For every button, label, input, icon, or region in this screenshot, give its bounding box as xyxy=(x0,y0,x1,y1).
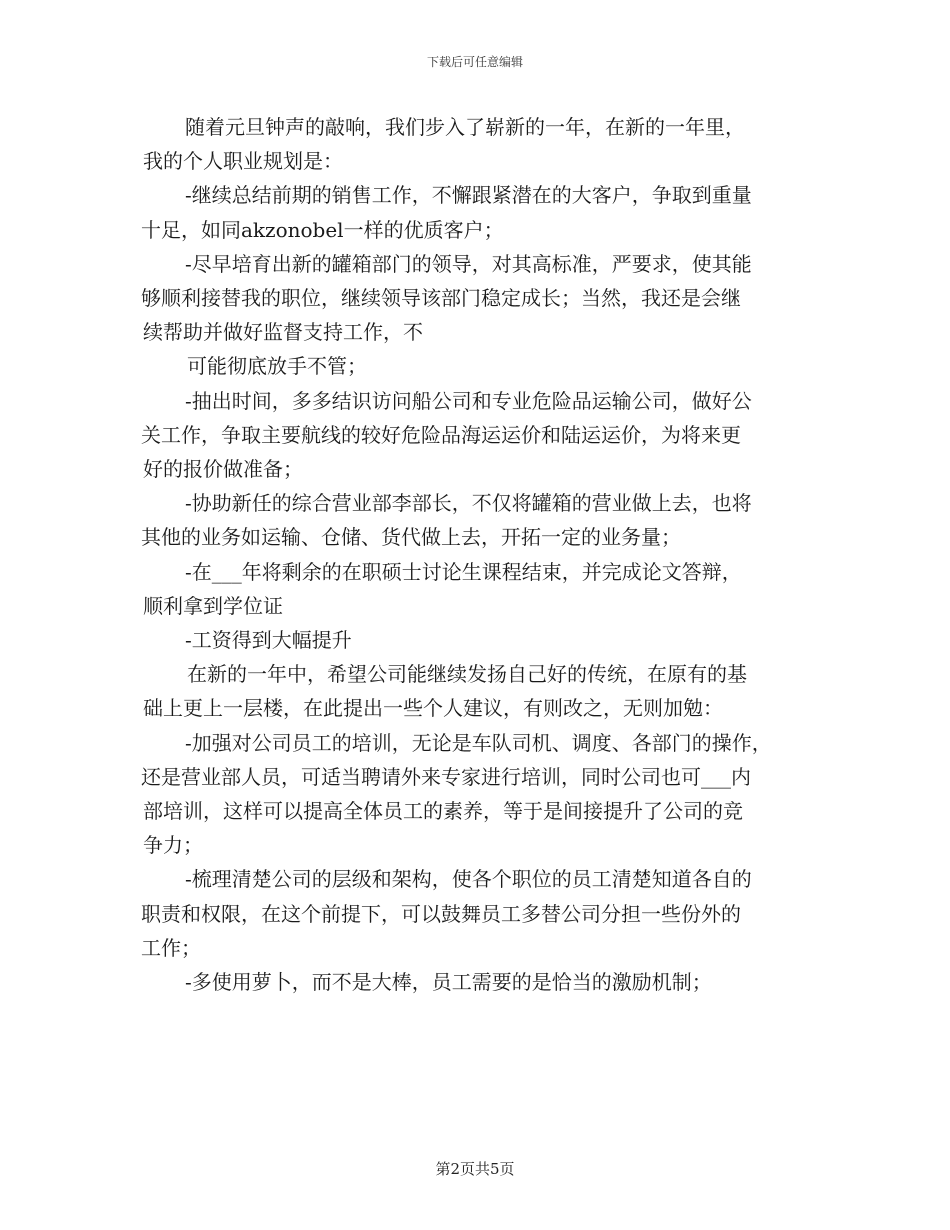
text-line: 随着元旦钟声的敲响，我们步入了崭新的一年，在新的一年里， xyxy=(185,115,745,139)
text-line: 工作； xyxy=(141,935,201,960)
text-line: -多使用萝卜，而不是大棒，员工需要的是恰当的激励机制； xyxy=(185,970,712,995)
page-number: 第2页共5页 xyxy=(435,1160,515,1178)
text-line: -加强对公司员工的培训，无论是车队司机、调度、各部门的操作， xyxy=(185,730,772,755)
text-line: -尽早培育出新的罐箱部门的领导，对其高标准，严要求，使其能 xyxy=(185,251,752,276)
text-line: 续帮助并做好监督支持工作，不 xyxy=(143,320,423,345)
text-line: 础上更上一层楼，在此提出一些个人建议，有则改之，无则加勉： xyxy=(143,696,723,721)
text-line: -协助新任的综合营业部李部长，不仅将罐箱的营业做上去，也将 xyxy=(185,491,752,516)
text-line: 十足，如同akzonobel一样的优质客户； xyxy=(141,217,504,242)
document-body xyxy=(141,110,811,999)
text-line: 关工作，争取主要航线的较好危险品海运运价和陆运运价，为将来更 xyxy=(141,422,741,447)
text-line: -工资得到大幅提升 xyxy=(185,628,352,653)
text-line: -梳理清楚公司的层级和架构，使各个职位的员工清楚知道各自的 xyxy=(185,867,752,892)
text-line: 我的个人职业规划是： xyxy=(143,149,343,174)
text-line: -继续总结前期的销售工作，不懈跟紧潜在的大客户，争取到重量 xyxy=(185,183,752,208)
text-line: 够顺利接替我的职位，继续领导该部门稳定成长；当然，我还是会继 xyxy=(141,286,741,311)
text-line: -抽出时间，多多结识访问船公司和专业危险品运输公司，做好公 xyxy=(185,388,752,413)
text-line: 好的报价做准备； xyxy=(143,457,303,482)
text-line: 顺利拿到学位证 xyxy=(143,593,283,618)
text-line: 在新的一年中，希望公司能继续发扬自己好的传统，在原有的基 xyxy=(187,662,747,687)
text-line: 还是营业部人员，可适当聘请外来专家进行培训，同时公司也可___内 xyxy=(141,764,751,789)
text-line: 可能彻底放手不管； xyxy=(187,354,367,379)
text-line: 其他的业务如运输、仓储、货代做上去，开拓一定的业务量； xyxy=(141,525,681,550)
text-line: -在___年将剩余的在职硕士讨论生课程结束，并完成论文答辩， xyxy=(185,559,742,584)
text-line: 职责和权限，在这个前提下，可以鼓舞员工多替公司分担一些份外的 xyxy=(141,901,741,926)
page-header: 下载后可任意编辑 xyxy=(426,55,523,69)
text-line: 部培训，这样可以提高全体员工的素养，等于是间接提升了公司的竞 xyxy=(143,799,743,824)
text-line: 争力； xyxy=(143,833,203,858)
